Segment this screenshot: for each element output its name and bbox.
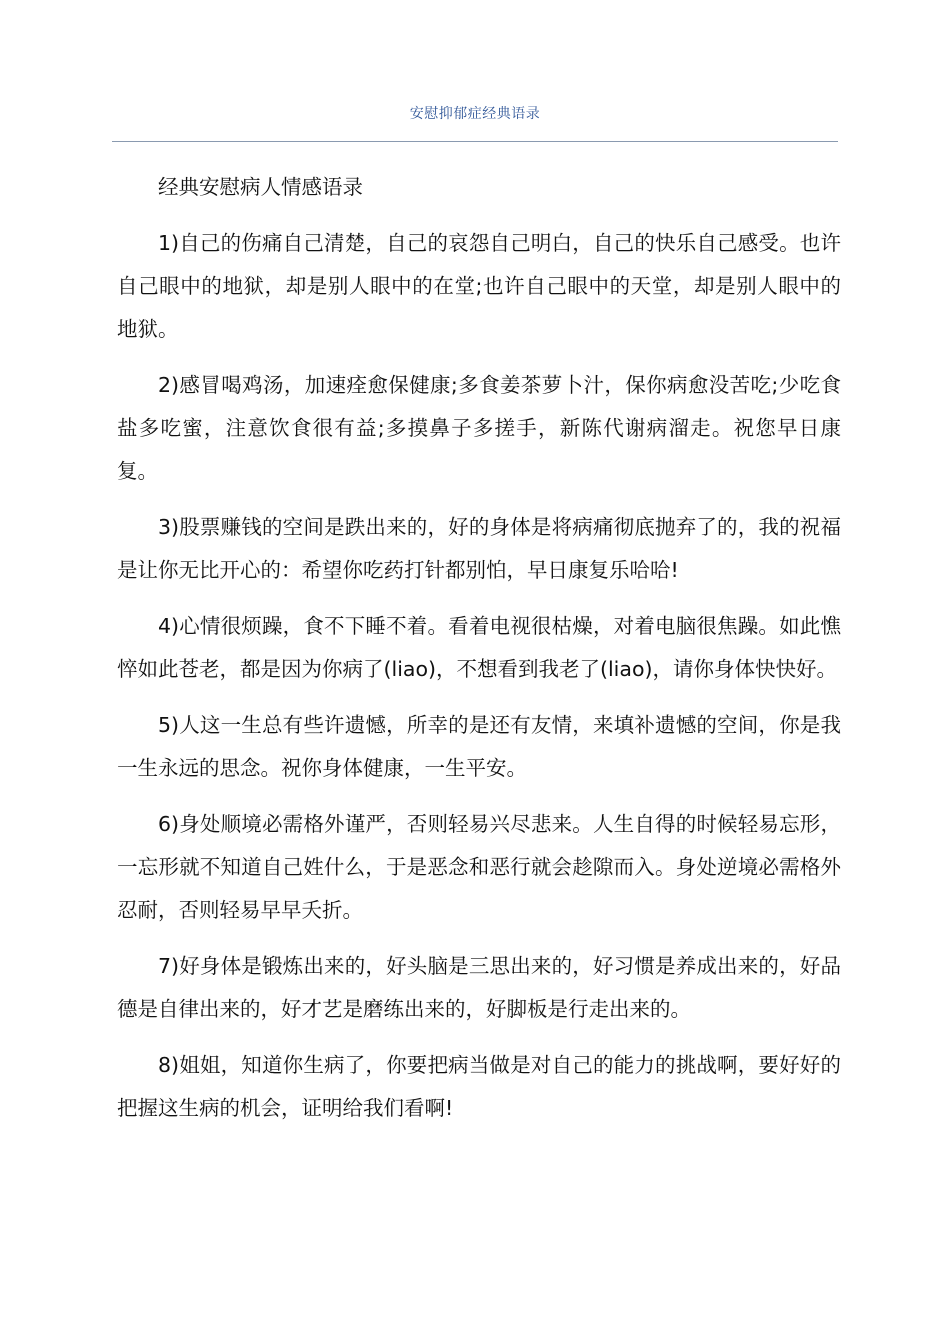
document-heading: 经典安慰病人情感语录 [158,175,363,199]
paragraph-8: 8)姐姐，知道你生病了，你要把病当做是对自己的能力的挑战啊，要好好的把握这生病的机会，证明给我们看啊! [117,1053,841,1120]
paragraph-6: 6)身处顺境必需格外谨严，否则轻易兴尽悲来。人生自得的时候轻易忘形，一忘形就不知道自己姓什么，于是恶念和恶行就会趁隙而入。身处逆境必需格外忍耐，否则轻易早早夭折。 [117,812,841,922]
paragraph-5: 5)人这一生总有些许遗憾，所幸的是还有友情，来填补遗憾的空间，你是我一生永远的思念。祝你身体健康，一生平安。 [117,713,841,780]
paragraph-3: 3)股票赚钱的空间是跌出来的，好的身体是将病痛彻底抛弃了的，我的祝福是让你无比开心的：希望你吃药打针都别怕，早日康复乐哈哈! [117,515,841,582]
paragraph-2: 2)感冒喝鸡汤，加速痊愈保健康;多食姜茶萝卜汁，保你病愈没苦吃;少吃食盐多吃蜜，注意饮食很有益;多摸鼻子多搓手，新陈代谢病溜走。祝您早日康复。 [117,373,841,483]
document-body [117,166,841,1143]
paragraph-4: 4)心情很烦躁，食不下睡不着。看着电视很枯燥，对着电脑很焦躁。如此憔悴如此苍老，都是因为你病了(liao)，不想看到我老了(liao)，请你身体快快好。 [117,614,841,681]
paragraph-1: 1)自己的伤痛自己清楚，自己的哀怨自己明白，自己的快乐自己感受。也许自己眼中的地狱，却是别人眼中的在堂;也许自己眼中的天堂，却是别人眼中的地狱。 [117,231,841,341]
header-divider [112,141,838,142]
page-header-title: 安慰抑郁症经典语录 [409,106,541,122]
paragraph-7: 7)好身体是锻炼出来的，好头脑是三思出来的，好习惯是养成出来的，好品德是自律出来的，好才艺是磨练出来的，好脚板是行走出来的。 [117,954,841,1021]
